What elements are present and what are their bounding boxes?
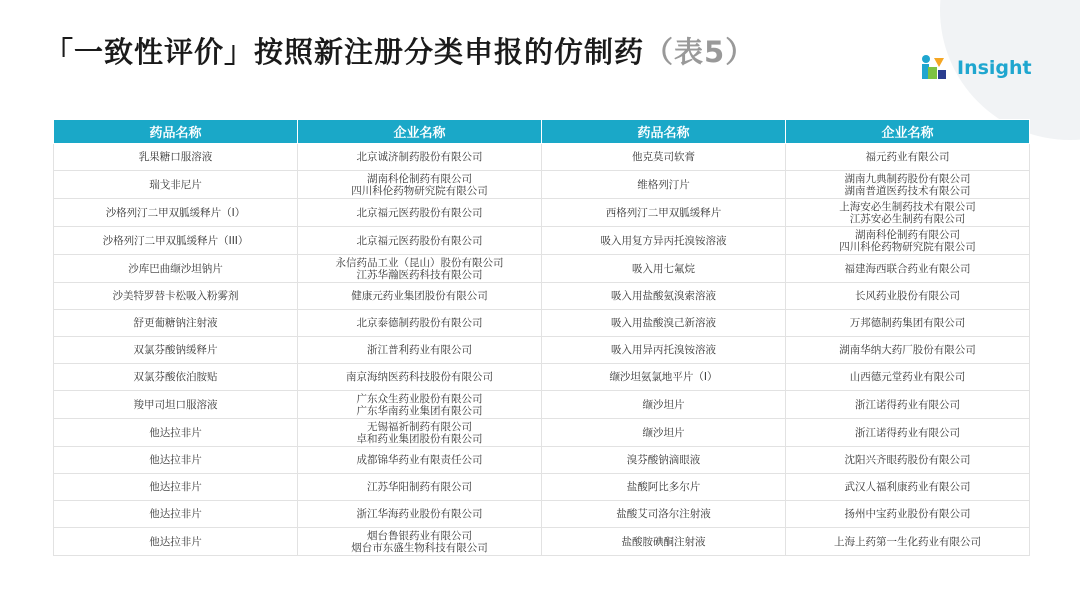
company-name-cell: 湖南华纳大药厂股份有限公司 xyxy=(786,337,1030,364)
company-name-cell: 湖南九典制药股份有限公司 湖南普道医药技术有限公司 xyxy=(786,171,1030,199)
company-name-cell: 万邦德制药集团有限公司 xyxy=(786,310,1030,337)
company-name-cell: 上海上药第一生化药业有限公司 xyxy=(786,528,1030,556)
drug-name-cell: 吸入用复方异丙托溴铵溶液 xyxy=(542,227,786,255)
table-header-row xyxy=(54,120,1030,144)
insight-logo xyxy=(920,54,1032,82)
drug-name-cell: 维格列汀片 xyxy=(542,171,786,199)
table-row xyxy=(54,283,1030,310)
drug-name-cell: 双氯芬酸钠缓释片 xyxy=(54,337,298,364)
drug-name-cell: 乳果糖口服溶液 xyxy=(54,144,298,171)
drug-name-cell: 他达拉非片 xyxy=(54,528,298,556)
page-title xyxy=(44,30,755,71)
company-name-cell: 浙江诺得药业有限公司 xyxy=(786,419,1030,447)
drug-name-cell: 他达拉非片 xyxy=(54,447,298,474)
company-name-cell: 湖南科伦制药有限公司 四川科伦药物研究院有限公司 xyxy=(298,171,542,199)
company-name-cell: 福建海西联合药业有限公司 xyxy=(786,255,1030,283)
drug-name-cell: 缬沙坦片 xyxy=(542,391,786,419)
table-row xyxy=(54,144,1030,171)
company-name-cell: 山西德元堂药业有限公司 xyxy=(786,364,1030,391)
drug-name-cell: 沙格列汀二甲双胍缓释片（I） xyxy=(54,199,298,227)
drug-name-cell: 吸入用异丙托溴铵溶液 xyxy=(542,337,786,364)
company-name-cell: 长风药业股份有限公司 xyxy=(786,283,1030,310)
table-row xyxy=(54,364,1030,391)
drug-name-cell: 溴芬酸钠滴眼液 xyxy=(542,447,786,474)
table-row xyxy=(54,528,1030,556)
drug-name-cell: 他达拉非片 xyxy=(54,474,298,501)
company-name-cell: 烟台鲁银药业有限公司 烟台市东盛生物科技有限公司 xyxy=(298,528,542,556)
company-name-cell: 永信药品工业（昆山）股份有限公司 江苏华瀚医药科技有限公司 xyxy=(298,255,542,283)
company-name-cell: 江苏华阳制药有限公司 xyxy=(298,474,542,501)
company-name-cell: 北京福元医药股份有限公司 xyxy=(298,227,542,255)
drug-name-cell: 他克莫司软膏 xyxy=(542,144,786,171)
drug-name-cell: 盐酸艾司洛尔注射液 xyxy=(542,501,786,528)
insight-logo-icon xyxy=(920,54,954,82)
drug-name-cell: 缬沙坦氨氯地平片（I） xyxy=(542,364,786,391)
company-name-cell: 北京福元医药股份有限公司 xyxy=(298,199,542,227)
company-name-cell: 无锡福祈制药有限公司 卓和药业集团股份有限公司 xyxy=(298,419,542,447)
table-body xyxy=(54,144,1030,556)
company-name-cell: 浙江普利药业有限公司 xyxy=(298,337,542,364)
drug-name-cell: 他达拉非片 xyxy=(54,419,298,447)
company-name-cell: 北京泰德制药股份有限公司 xyxy=(298,310,542,337)
table-row xyxy=(54,474,1030,501)
drug-name-cell: 吸入用七氟烷 xyxy=(542,255,786,283)
drug-name-cell: 西格列汀二甲双胍缓释片 xyxy=(542,199,786,227)
page-title-main: 「一致性评价」按照新注册分类申报的仿制药 xyxy=(44,35,645,69)
drug-name-cell: 盐酸阿比多尔片 xyxy=(542,474,786,501)
company-name-cell: 浙江诺得药业有限公司 xyxy=(786,391,1030,419)
company-name-cell: 扬州中宝药业股份有限公司 xyxy=(786,501,1030,528)
drug-table xyxy=(53,119,1030,556)
table-row xyxy=(54,310,1030,337)
header-company-name-1: 企业名称 xyxy=(298,120,542,144)
drug-name-cell: 缬沙坦片 xyxy=(542,419,786,447)
company-name-cell: 北京诚济制药股份有限公司 xyxy=(298,144,542,171)
drug-name-cell: 盐酸胺碘酮注射液 xyxy=(542,528,786,556)
table-row xyxy=(54,419,1030,447)
company-name-cell: 浙江华海药业股份有限公司 xyxy=(298,501,542,528)
drug-name-cell: 吸入用盐酸氨溴索溶液 xyxy=(542,283,786,310)
table-row xyxy=(54,391,1030,419)
drug-name-cell: 他达拉非片 xyxy=(54,501,298,528)
company-name-cell: 广东众生药业股份有限公司 广东华南药业集团有限公司 xyxy=(298,391,542,419)
company-name-cell: 南京海纳医药科技股份有限公司 xyxy=(298,364,542,391)
header-drug-name-2: 药品名称 xyxy=(542,120,786,144)
header-drug-name-1: 药品名称 xyxy=(54,120,298,144)
drug-name-cell: 沙格列汀二甲双胍缓释片（III） xyxy=(54,227,298,255)
table-row xyxy=(54,227,1030,255)
table-row xyxy=(54,255,1030,283)
drug-name-cell: 瑞戈非尼片 xyxy=(54,171,298,199)
company-name-cell: 健康元药业集团股份有限公司 xyxy=(298,283,542,310)
table-row xyxy=(54,337,1030,364)
header-company-name-2: 企业名称 xyxy=(786,120,1030,144)
company-name-cell: 成都锦华药业有限责任公司 xyxy=(298,447,542,474)
drug-name-cell: 沙美特罗替卡松吸入粉雾剂 xyxy=(54,283,298,310)
drug-name-cell: 羧甲司坦口服溶液 xyxy=(54,391,298,419)
drug-name-cell: 舒更葡糖钠注射液 xyxy=(54,310,298,337)
drug-name-cell: 沙库巴曲缬沙坦钠片 xyxy=(54,255,298,283)
company-name-cell: 武汉人福利康药业有限公司 xyxy=(786,474,1030,501)
drug-name-cell: 双氯芬酸依泊胺贴 xyxy=(54,364,298,391)
table-row xyxy=(54,447,1030,474)
company-name-cell: 上海安必生制药技术有限公司 江苏安必生制药有限公司 xyxy=(786,199,1030,227)
table-row xyxy=(54,199,1030,227)
drug-name-cell: 吸入用盐酸溴己新溶液 xyxy=(542,310,786,337)
table-row xyxy=(54,501,1030,528)
table-row xyxy=(54,171,1030,199)
page-title-suffix: （表5） xyxy=(644,35,756,69)
company-name-cell: 沈阳兴齐眼药股份有限公司 xyxy=(786,447,1030,474)
company-name-cell: 湖南科伦制药有限公司 四川科伦药物研究院有限公司 xyxy=(786,227,1030,255)
logo-text: Insight xyxy=(957,57,1032,79)
company-name-cell: 福元药业有限公司 xyxy=(786,144,1030,171)
